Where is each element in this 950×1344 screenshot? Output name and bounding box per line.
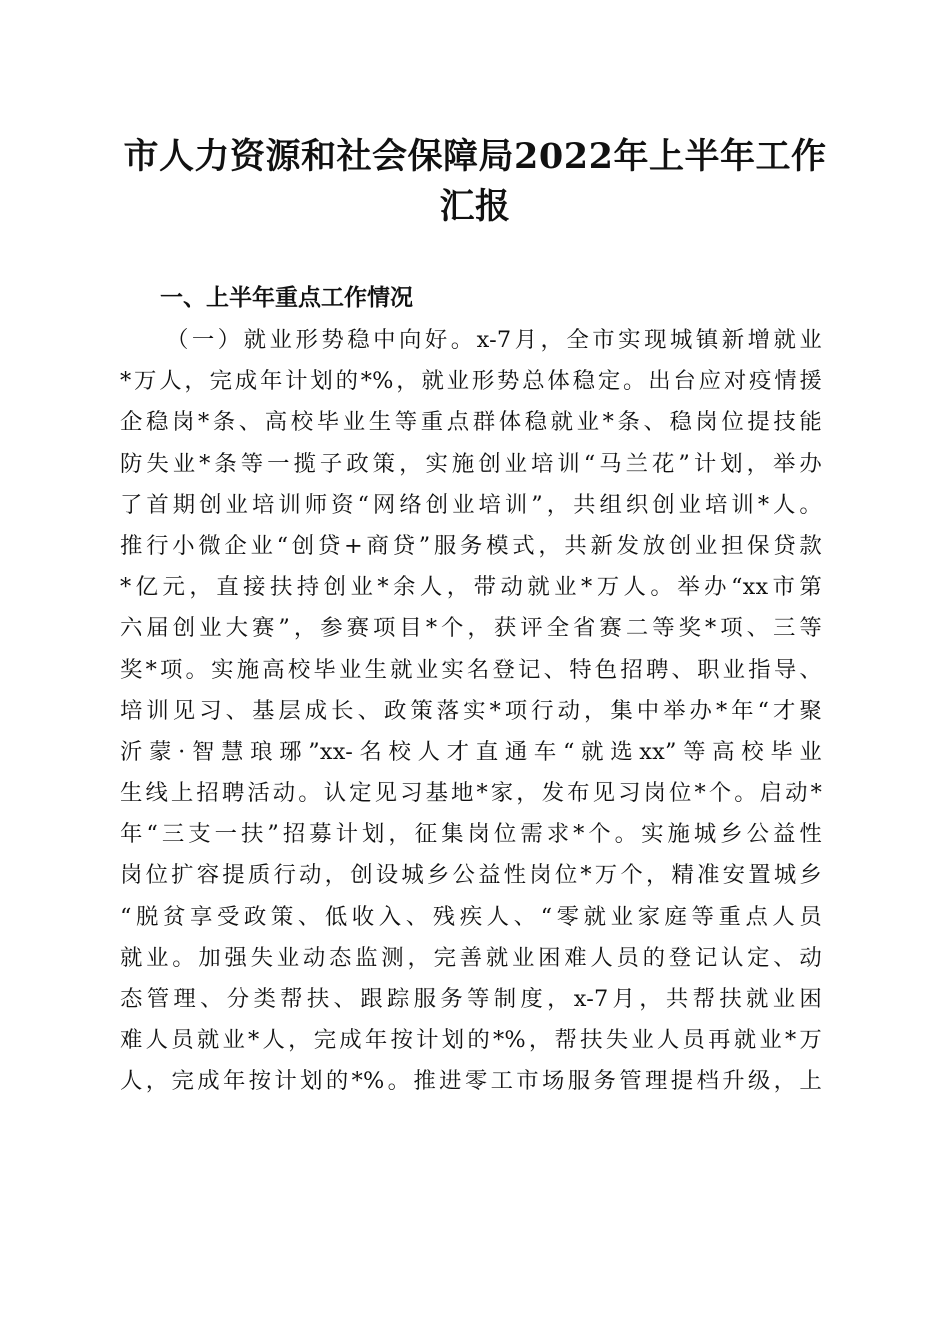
title-line-1: 市人力资源和社会保障局2022年上半年工作 — [123, 136, 827, 177]
paragraph-line: 沂蒙·智慧琅琊”xx-名校人才直通车“就选xx”等高校毕业 — [120, 738, 822, 765]
paragraph-line: 培训见习、基层成长、政策落实*项行动，集中举办*年“才聚 — [120, 697, 822, 724]
section-heading: 一、上半年重点工作情况 — [160, 285, 413, 311]
paragraph-line: 生线上招聘活动。认定见习基地*家，发布见习岗位*个。启动* — [120, 780, 822, 807]
paragraph-line: 就业。加强失业动态监测，完善就业困难人员的登记认定、动 — [120, 944, 822, 971]
paragraph-line: 推行小微企业“创贷+商贷”服务模式，共新发放创业担保贷款 — [120, 532, 822, 559]
paragraph-line: *万人，完成年计划的*%，就业形势总体稳定。出台应对疫情援 — [120, 368, 822, 395]
paragraph-line: 态管理、分类帮扶、跟踪服务等制度，x-7月，共帮扶就业困 — [120, 986, 822, 1012]
body-paragraph — [120, 320, 822, 1103]
paragraph-line: 年“三支一扶”招募计划，征集岗位需求*个。实施城乡公益性 — [120, 821, 822, 848]
paragraph-line: 六届创业大赛”，参赛项目*个，获评全省赛二等奖*项、三等 — [120, 615, 822, 642]
paragraph-line: 了首期创业培训师资“网络创业培训”，共组织创业培训*人。 — [120, 491, 822, 518]
paragraph-line: （一）就业形势稳中向好。x-7月，全市实现城镇新增就业 — [166, 327, 822, 353]
paragraph-line: *亿元，直接扶持创业*余人，带动就业*万人。举办“xx市第 — [120, 574, 822, 601]
paragraph-line: 难人员就业*人，完成年按计划的*%，帮扶失业人员再就业*万 — [120, 1027, 822, 1054]
document-title — [110, 132, 840, 232]
paragraph-line: 人，完成年按计划的*%。推进零工市场服务管理提档升级，上 — [120, 1068, 822, 1095]
paragraph-line: “脱贫享受政策、低收入、残疾人、“零就业家庭等重点人员 — [120, 903, 822, 930]
paragraph-line: 防失业*条等一揽子政策，实施创业培训“马兰花”计划，举办 — [120, 450, 822, 477]
paragraph-line: 岗位扩容提质行动，创设城乡公益性岗位*万个，精准安置城乡 — [120, 862, 822, 889]
title-line-2: 汇报 — [439, 186, 511, 227]
paragraph-line: 奖*项。实施高校毕业生就业实名登记、特色招聘、职业指导、 — [120, 656, 822, 683]
paragraph-line: 企稳岗*条、高校毕业生等重点群体稳就业*条、稳岗位提技能 — [120, 409, 822, 436]
